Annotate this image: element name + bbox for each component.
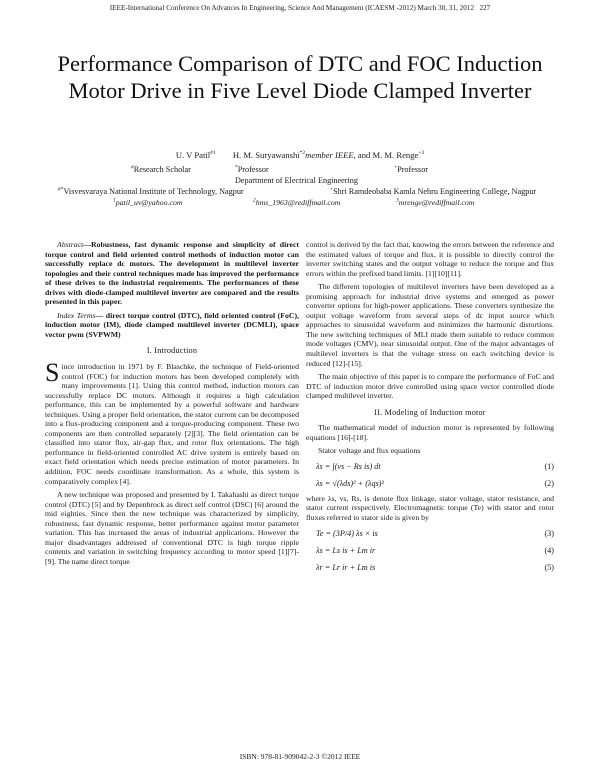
left-column <box>45 240 299 571</box>
page-footer: ISBN: 978-81-909042-2-3 ©2012 IEEE <box>239 752 361 761</box>
equation-4: λs = Ls is + Lm ir (4) <box>316 545 554 555</box>
author-2: H. M. Suryawanshi <box>232 150 300 160</box>
author-3: , and M. M. Renge <box>353 150 419 160</box>
email-3: $^3$mrenge@rediffmail.com <box>396 197 475 207</box>
role-2: *Professor <box>235 164 269 174</box>
flux-equations-label: Stator voltage and flux equations <box>318 446 421 456</box>
intro-paragraph-2: A new technique was proposed and presented by I. Takahashi as direct torque control (DTC) [5] and by Depenbrock as direct self control (DSC) [6] around the mid eighties. Since then the new technique was characterized by simplicity, robustness, fast dynamic response, better performance against motor parameter variation. This has increased the areas of industrial applications. However the major disadvantages addressed of conventional DTC is high torque ripple contents and variation in switching frequency according to motor speed [1][7]-[9]. The name direct torque <box>45 490 299 566</box>
section-2-heading: II. Modeling of Induction motor <box>374 407 486 417</box>
equation-1: λs = ∫(vs − Rs is) dt (1) <box>316 461 554 471</box>
model-paragraph: The mathematical model of induction motor is represented by following equations [16]-[18]. <box>306 423 554 442</box>
equation-5: λr = Lr ir + Lm is (5) <box>316 562 554 572</box>
author-block: U. V Patil$^{\#1}$ H. M. Suryawanshi$^{*2}$member IEEE, and M. M. Renge$^{+3}$ <box>175 150 425 160</box>
email-2: $^2$hms_1963@rediffmail.com <box>253 197 341 207</box>
drop-cap: S <box>45 358 60 388</box>
right-paragraph-3: The main objective of this paper is to compare the performance of FoC and DTC of induction motor drive controlled using space vector controlled diode clamped multilevel inverter. <box>306 372 554 401</box>
author-2-role: member IEEE <box>305 150 354 160</box>
page-header <box>0 4 600 12</box>
right-column <box>306 240 554 578</box>
equation-3: Te = (3P/4) λs × is (3) <box>316 528 554 538</box>
right-paragraph-2: The different topologies of multilevel inverters have been developed as a promising approach for industrial drive systems and emerged as power converter options for high-power applications. These converters synthesize the output voltage waveform from several steps of dc input source which approaches to sinusoidal waveform and minimizes the harmonic distortions. The new switching techniques of MLI made them suitable to reduce common mode voltages (CMV), near sinusoidal output. One of the major advantages of multilevel inverters is that the voltage stress on each switching device is reduced [12]-[15]. <box>306 282 554 368</box>
role-1: #Research Scholar <box>131 164 191 174</box>
author-1: U. V Patil <box>175 150 211 160</box>
paper-title: Performance Comparison of DTC and FOC Induction Motor Drive in Five Level Diode Clamped Inverter <box>57 51 543 103</box>
page-number: 227 <box>479 4 491 12</box>
email-1: $^1$patil_uv@yahoo.com <box>113 197 183 207</box>
institution-1: #*Visvesvaraya National Institute of Technology, Nagpur <box>58 186 244 196</box>
intro-paragraph-1: Since introduction in 1971 by F. Blaschke, the technique of Field-oriented control (FOC) for induction motors has been developed completely with many improvements [1]. Using this control method, induction motors can successfully replace DC motors. Although it requires a high calculation performance, this can be implemented by a powerful software and hardware techniques. Using a proper field orientation, the stator current can be decomposed into a flux-producing component and a torque-producing component. These two components are then controlled separately [2][3]. The field orientation can be classified into stator flux, air-gap flux, and rotor flux orientations. The high performance in field-oriented controlled AC drive system is entirely based on exact field orientation which needs precise estimation of motor parameters. In addition, FOC needs coordinate transformation. As a whole, this system is comparatively complex [4]. <box>45 358 299 486</box>
abstract: Abstract—Robustness, fast dynamic response and simplicity of direct torque control and field oriented control methods of induction motor can successfully replace dc motors. The development in multilevel inverter topologies and their control techniques made has improved the performance of these drives to the industrial requirements. The performances of these drives with diode-clamped multilevel inverter are compared and the results presented in this paper. <box>45 240 299 307</box>
conference-line: IEEE-International Conference On Advances In Engineering, Science And Management (ICAESM -2012) March 30, 31, 2012 <box>109 4 475 12</box>
where-paragraph: where λs, vs, Rs, is denote flux linkage, stator voltage, stator resistance, and stator current respectively. Electromagnetic torque (Te) with stator and rotor fluxes referred to stator side is given by <box>306 493 554 523</box>
role-3: +Professor <box>394 164 429 174</box>
index-terms: Index Terms— direct torque control (DTC), field oriented control (FoC), induction motor (IM), diode clamped multilevel inverter (DCMLI), space vector pwm (SVPWM) <box>45 310 299 339</box>
section-1-heading: I. Introduction <box>146 346 198 356</box>
equation-2: λs = √(λds)² + (λqs)² (2) <box>316 478 554 488</box>
department: Department of Electrical Engineering <box>235 176 358 185</box>
right-paragraph-1: control is derived by the fact that, knowing the errors between the reference and the estimated values of torque and flux, it is possible to directly control the inverter switching states and the output voltage to reduce the torque and flux errors within the prefixed band limits. [1][10][11]. <box>306 240 554 278</box>
institution-2: +Shri Ramdeobaba Kamla Nehru Engineering College, Nagpur <box>330 186 537 196</box>
